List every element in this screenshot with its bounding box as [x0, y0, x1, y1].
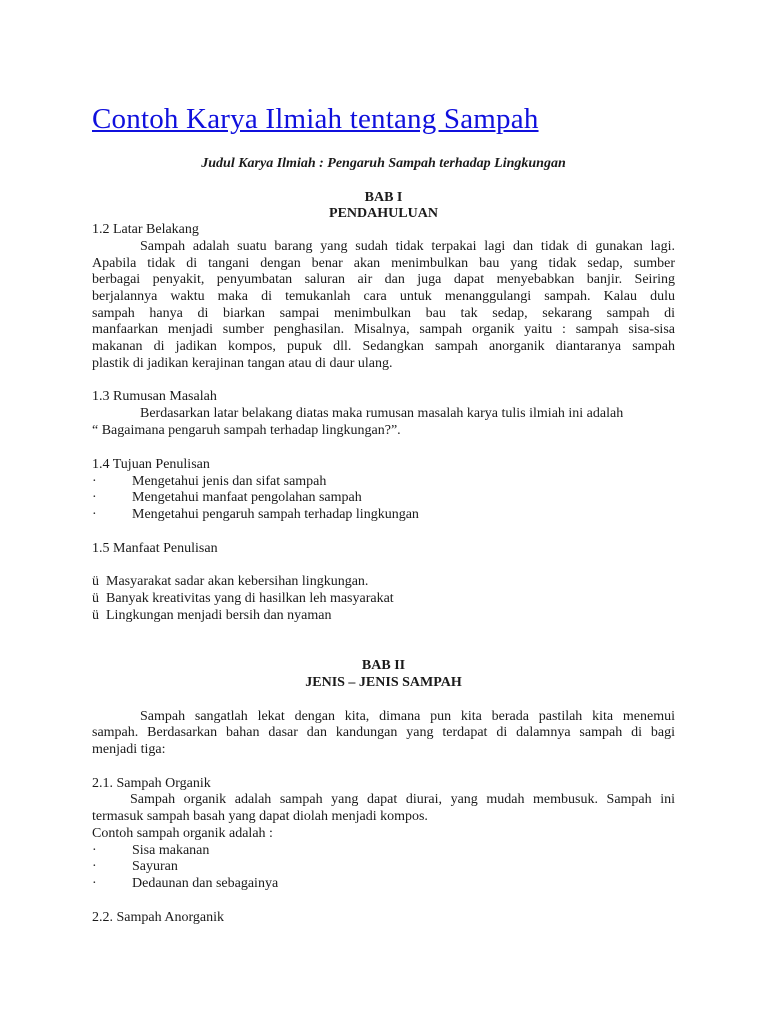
bullet-mark: · — [92, 490, 97, 505]
list-item-text: Mengetahui manfaat pengolahan sampah — [132, 490, 362, 505]
bab1-label: BAB I — [364, 190, 403, 205]
paragraph-line: menjadi tiga: — [92, 742, 166, 757]
list-item — [92, 490, 362, 507]
check-mark-icon: ü — [92, 591, 99, 606]
paragraph-line: termasuk sampah basah yang dapat diolah menjadi kompos. — [92, 809, 428, 824]
subtitle: Judul Karya Ilmiah : Pengaruh Sampah terhadap Lingkungan — [201, 156, 566, 171]
bullet-mark: · — [92, 507, 97, 522]
bab1-heading: PENDAHULUAN — [329, 206, 438, 221]
list-item — [92, 507, 419, 524]
check-mark-icon: ü — [92, 574, 99, 589]
bullet-mark: · — [92, 859, 97, 874]
paragraph-line: makanan di jadikan kompos, pupuk dll. Sedangkan sampah anorganik diantaranya sampah — [92, 339, 675, 354]
list-item-text: Sisa makanan — [132, 843, 210, 858]
list-item — [92, 859, 178, 876]
section-heading-manfaat-penulisan: 1.5 Manfaat Penulisan — [92, 541, 218, 556]
paragraph-line: plastik di jadikan kerajinan tangan atau di daur ulang. — [92, 356, 393, 371]
bab2-label: BAB II — [361, 658, 406, 673]
paragraph-line: Sampah adalah suatu barang yang sudah tidak terpakai lagi dan tidak di gunakan lagi. — [140, 239, 675, 254]
list-item-text: Sayuran — [132, 859, 178, 874]
list-item — [92, 608, 332, 625]
list-item — [92, 574, 368, 591]
paragraph-line: sampah hanya di biarkan sampai menimbulkan bau tak sedap, sekarang sampah di — [92, 306, 675, 321]
document-title-link[interactable]: Contoh Karya Ilmiah tentang Sampah — [92, 103, 539, 135]
paragraph-line: berjalannya waktu maka di temukanlah cara untuk menanggulangi sampah. Kalau dulu — [92, 289, 675, 304]
paragraph-line: manfaarkan menjadi sumber penghasilan. Misalnya, sampah organik yaitu : sampah sisa-sisa — [92, 322, 675, 337]
section-heading-sampah-organik: 2.1. Sampah Organik — [92, 776, 211, 791]
paragraph-line: Berdasarkan latar belakang diatas maka rumusan masalah karya tulis ilmiah ini adalah — [140, 406, 624, 421]
list-item-text: Lingkungan menjadi bersih dan nyaman — [106, 608, 332, 623]
paragraph-line: “ Bagaimana pengaruh sampah terhadap lingkungan?”. — [92, 423, 401, 438]
paragraph-line: sampah. Berdasarkan bahan dasar dan kandungan yang terdapat di dalamnya sampah di bagi — [92, 725, 675, 740]
paragraph-line: Apabila tidak di tangani dengan benar akan menimbulkan bau yang tidak sedap, sumber — [92, 256, 675, 271]
bullet-mark: · — [92, 876, 97, 891]
list-item-text: Masyarakat sadar akan kebersihan lingkungan. — [106, 574, 369, 589]
example-label: Contoh sampah organik adalah : — [92, 826, 273, 841]
paragraph-line: Sampah sangatlah lekat dengan kita, dimana pun kita berada pastilah kita menemui — [140, 709, 675, 724]
list-item — [92, 843, 209, 860]
list-item — [92, 591, 394, 608]
list-item-text: Dedaunan dan sebagainya — [132, 876, 279, 891]
bullet-mark: · — [92, 474, 97, 489]
bab2-heading: JENIS – JENIS SAMPAH — [305, 675, 462, 690]
section-heading-latar-belakang: 1.2 Latar Belakang — [92, 222, 199, 237]
list-item — [92, 876, 278, 893]
list-item-text: Mengetahui pengaruh sampah terhadap lingkungan — [132, 507, 419, 522]
list-item-text: Mengetahui jenis dan sifat sampah — [132, 474, 327, 489]
list-item — [92, 474, 326, 491]
check-mark-icon: ü — [92, 608, 99, 623]
paragraph-line: berbagai penyakit, penyumbatan saluran air dan juga dapat menyebabkan banjir. Seiring — [92, 272, 675, 287]
list-item-text: Banyak kreativitas yang di hasilkan leh masyarakat — [106, 591, 394, 606]
section-heading-rumusan-masalah: 1.3 Rumusan Masalah — [92, 389, 217, 404]
section-heading-sampah-anorganik: 2.2. Sampah Anorganik — [92, 910, 224, 925]
bullet-mark: · — [92, 843, 97, 858]
section-heading-tujuan-penulisan: 1.4 Tujuan Penulisan — [92, 457, 210, 472]
paragraph-line: Sampah organik adalah sampah yang dapat diurai, yang mudah membusuk. Sampah ini — [130, 792, 675, 807]
